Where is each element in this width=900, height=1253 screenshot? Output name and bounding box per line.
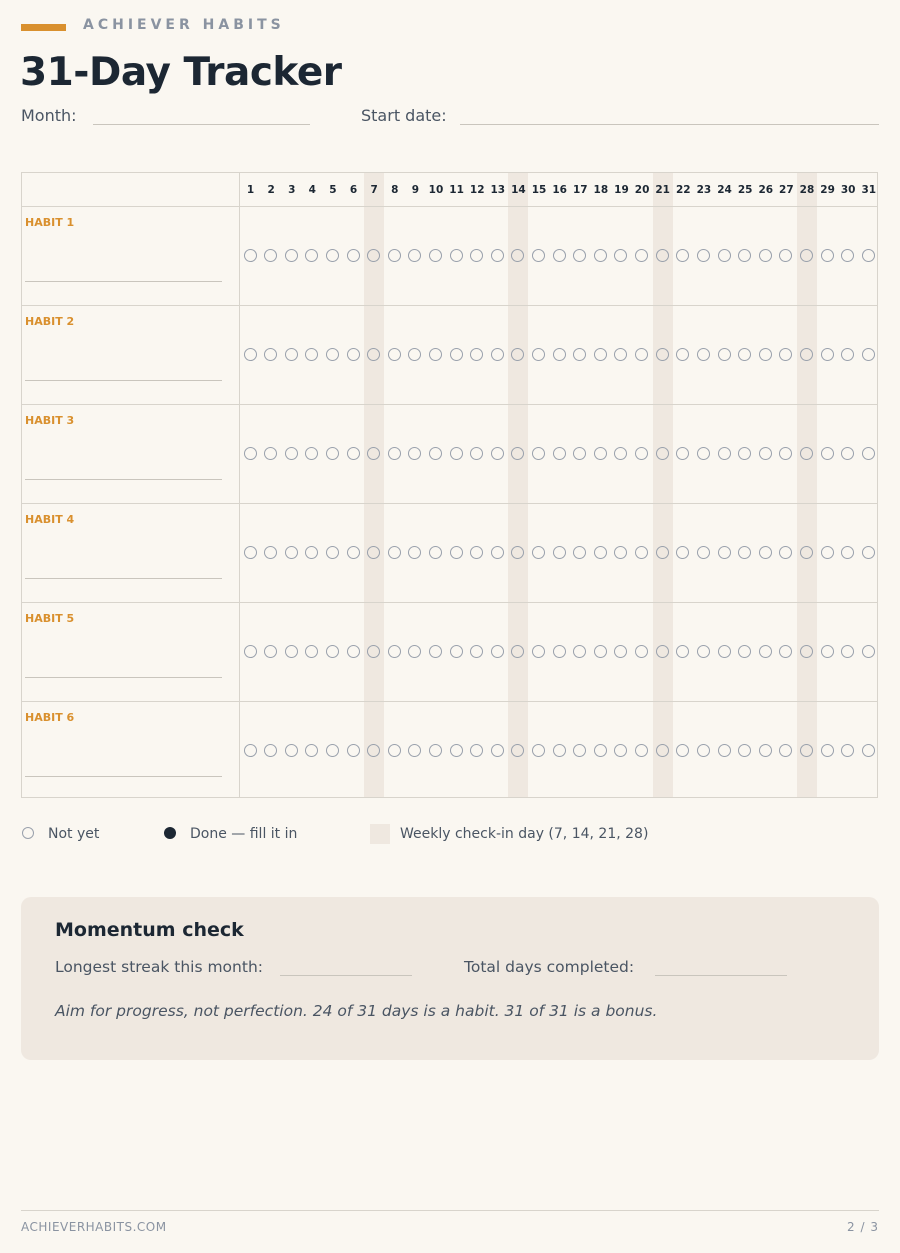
day-checkbox[interactable] xyxy=(800,744,813,757)
day-checkbox[interactable] xyxy=(697,447,710,460)
habit-label: HABIT 6 xyxy=(25,711,75,724)
day-checkbox[interactable] xyxy=(676,447,689,460)
day-checkbox[interactable] xyxy=(676,249,689,262)
day-checkbox[interactable] xyxy=(532,744,545,757)
day-checkbox[interactable] xyxy=(635,348,648,361)
day-checkbox[interactable] xyxy=(718,249,731,262)
day-checkbox[interactable] xyxy=(470,645,483,658)
day-checkbox[interactable] xyxy=(656,546,669,559)
day-checkbox[interactable] xyxy=(532,447,545,460)
start-date-label: Start date: xyxy=(361,106,447,125)
habit-label: HABIT 3 xyxy=(25,414,75,427)
day-number: 28 xyxy=(799,184,815,196)
day-number: 18 xyxy=(593,184,609,196)
day-checkbox[interactable] xyxy=(862,546,875,559)
day-checkbox[interactable] xyxy=(408,744,421,757)
day-checkbox[interactable] xyxy=(553,447,566,460)
day-number: 22 xyxy=(675,184,691,196)
day-checkbox[interactable] xyxy=(326,348,339,361)
day-checkbox[interactable] xyxy=(285,645,298,658)
day-number: 8 xyxy=(391,184,399,196)
day-number: 15 xyxy=(531,184,547,196)
day-checkbox[interactable] xyxy=(244,348,257,361)
day-checkbox[interactable] xyxy=(388,447,401,460)
day-checkbox[interactable] xyxy=(347,348,360,361)
day-checkbox[interactable] xyxy=(718,447,731,460)
habit-name-field[interactable] xyxy=(25,776,222,777)
day-checkbox[interactable] xyxy=(305,249,318,262)
day-checkbox[interactable] xyxy=(759,744,772,757)
day-checkbox[interactable] xyxy=(450,447,463,460)
total-days-label: Total days completed: xyxy=(464,958,635,976)
day-checkbox[interactable] xyxy=(305,447,318,460)
label-column-divider xyxy=(239,173,240,797)
day-checkbox[interactable] xyxy=(347,447,360,460)
habit-name-field[interactable] xyxy=(25,380,222,381)
day-checkbox[interactable] xyxy=(491,546,504,559)
day-checkbox[interactable] xyxy=(326,546,339,559)
day-checkbox[interactable] xyxy=(429,447,442,460)
day-number: 30 xyxy=(840,184,856,196)
day-checkbox[interactable] xyxy=(800,249,813,262)
day-number: 2 xyxy=(267,184,275,196)
day-checkbox[interactable] xyxy=(388,546,401,559)
day-checkbox[interactable] xyxy=(594,249,607,262)
row-divider xyxy=(22,404,877,405)
day-checkbox[interactable] xyxy=(759,348,772,361)
day-checkbox[interactable] xyxy=(408,447,421,460)
day-checkbox[interactable] xyxy=(573,447,586,460)
day-checkbox[interactable] xyxy=(347,645,360,658)
done-legend-icon xyxy=(164,827,176,839)
longest-streak-field[interactable] xyxy=(280,975,412,976)
day-checkbox[interactable] xyxy=(759,546,772,559)
month-label: Month: xyxy=(21,106,77,125)
momentum-panel xyxy=(21,897,879,1060)
day-number: 29 xyxy=(820,184,835,196)
day-checkbox[interactable] xyxy=(697,546,710,559)
habit-label: HABIT 1 xyxy=(25,216,75,229)
day-checkbox[interactable] xyxy=(429,249,442,262)
day-checkbox[interactable] xyxy=(450,744,463,757)
day-checkbox[interactable] xyxy=(491,447,504,460)
legend-done: Done — fill it in xyxy=(190,826,298,842)
row-divider xyxy=(22,206,877,207)
habit-label: HABIT 4 xyxy=(25,513,75,526)
day-checkbox[interactable] xyxy=(800,447,813,460)
day-checkbox[interactable] xyxy=(285,744,298,757)
day-checkbox[interactable] xyxy=(779,546,792,559)
brand-name: ACHIEVER HABITS xyxy=(83,17,285,33)
footer-site: ACHIEVERHABITS.COM xyxy=(21,1220,167,1234)
weekly-checkin-band xyxy=(364,173,384,797)
day-checkbox[interactable] xyxy=(841,546,854,559)
day-checkbox[interactable] xyxy=(738,546,751,559)
day-checkbox[interactable] xyxy=(779,744,792,757)
day-checkbox[interactable] xyxy=(862,744,875,757)
day-checkbox[interactable] xyxy=(429,546,442,559)
day-checkbox[interactable] xyxy=(635,744,648,757)
day-checkbox[interactable] xyxy=(429,645,442,658)
day-checkbox[interactable] xyxy=(429,744,442,757)
day-number: 24 xyxy=(717,184,732,196)
day-checkbox[interactable] xyxy=(326,249,339,262)
day-number: 31 xyxy=(861,184,877,196)
day-checkbox[interactable] xyxy=(264,348,277,361)
day-checkbox[interactable] xyxy=(553,546,566,559)
day-checkbox[interactable] xyxy=(676,546,689,559)
day-checkbox[interactable] xyxy=(491,645,504,658)
habit-name-field[interactable] xyxy=(25,578,222,579)
day-checkbox[interactable] xyxy=(470,249,483,262)
day-checkbox[interactable] xyxy=(718,645,731,658)
day-number: 17 xyxy=(572,184,588,196)
day-checkbox[interactable] xyxy=(491,348,504,361)
day-checkbox[interactable] xyxy=(573,546,586,559)
day-checkbox[interactable] xyxy=(697,645,710,658)
weekly-legend-swatch xyxy=(370,824,390,844)
day-checkbox[interactable] xyxy=(821,249,834,262)
day-checkbox[interactable] xyxy=(594,744,607,757)
day-checkbox[interactable] xyxy=(305,546,318,559)
day-checkbox[interactable] xyxy=(470,447,483,460)
day-checkbox[interactable] xyxy=(470,348,483,361)
day-number: 5 xyxy=(329,184,337,196)
day-checkbox[interactable] xyxy=(491,744,504,757)
weekly-checkin-band xyxy=(797,173,817,797)
day-checkbox[interactable] xyxy=(285,546,298,559)
day-checkbox[interactable] xyxy=(450,249,463,262)
weekly-checkin-band xyxy=(508,173,528,797)
day-checkbox[interactable] xyxy=(800,645,813,658)
day-number: 25 xyxy=(737,184,753,196)
day-checkbox[interactable] xyxy=(841,447,854,460)
day-checkbox[interactable] xyxy=(388,348,401,361)
day-checkbox[interactable] xyxy=(676,645,689,658)
day-checkbox[interactable] xyxy=(532,249,545,262)
day-checkbox[interactable] xyxy=(553,645,566,658)
day-checkbox[interactable] xyxy=(779,447,792,460)
day-checkbox[interactable] xyxy=(862,348,875,361)
day-number: 23 xyxy=(696,184,712,196)
start-date-field[interactable] xyxy=(460,124,879,125)
day-checkbox[interactable] xyxy=(450,348,463,361)
day-checkbox[interactable] xyxy=(264,249,277,262)
day-checkbox[interactable] xyxy=(347,249,360,262)
page-number: 2 / 3 xyxy=(847,1220,879,1234)
day-number: 16 xyxy=(552,184,567,196)
day-number: 19 xyxy=(614,184,629,196)
day-checkbox[interactable] xyxy=(285,249,298,262)
day-checkbox[interactable] xyxy=(635,546,648,559)
day-checkbox[interactable] xyxy=(388,645,401,658)
longest-streak-label: Longest streak this month: xyxy=(55,958,263,976)
day-checkbox[interactable] xyxy=(656,645,669,658)
day-number: 10 xyxy=(428,184,444,196)
day-number: 20 xyxy=(634,184,650,196)
day-checkbox[interactable] xyxy=(676,348,689,361)
legend-not-yet: Not yet xyxy=(48,826,100,842)
day-checkbox[interactable] xyxy=(532,645,545,658)
day-checkbox[interactable] xyxy=(841,348,854,361)
day-checkbox[interactable] xyxy=(264,447,277,460)
day-checkbox[interactable] xyxy=(718,348,731,361)
day-number: 12 xyxy=(469,184,485,196)
day-checkbox[interactable] xyxy=(841,645,854,658)
day-checkbox[interactable] xyxy=(779,645,792,658)
day-checkbox[interactable] xyxy=(614,348,627,361)
day-checkbox[interactable] xyxy=(738,645,751,658)
row-divider xyxy=(22,305,877,306)
day-number: 26 xyxy=(758,184,774,196)
day-checkbox[interactable] xyxy=(697,348,710,361)
day-checkbox[interactable] xyxy=(244,447,257,460)
habit-name-field[interactable] xyxy=(25,677,222,678)
footer-divider xyxy=(21,1210,879,1211)
month-field[interactable] xyxy=(93,124,310,125)
day-checkbox[interactable] xyxy=(573,249,586,262)
day-checkbox[interactable] xyxy=(450,645,463,658)
day-checkbox[interactable] xyxy=(614,744,627,757)
habit-name-field[interactable] xyxy=(25,479,222,480)
day-checkbox[interactable] xyxy=(553,744,566,757)
day-checkbox[interactable] xyxy=(347,546,360,559)
day-checkbox[interactable] xyxy=(244,249,257,262)
day-checkbox[interactable] xyxy=(244,546,257,559)
day-checkbox[interactable] xyxy=(656,744,669,757)
day-checkbox[interactable] xyxy=(635,249,648,262)
day-checkbox[interactable] xyxy=(821,447,834,460)
day-number: 9 xyxy=(411,184,420,196)
day-number: 13 xyxy=(490,184,506,196)
day-checkbox[interactable] xyxy=(594,645,607,658)
day-checkbox[interactable] xyxy=(573,744,586,757)
day-checkbox[interactable] xyxy=(326,447,339,460)
day-checkbox[interactable] xyxy=(244,744,257,757)
day-checkbox[interactable] xyxy=(285,447,298,460)
day-number: 1 xyxy=(246,184,255,196)
day-checkbox[interactable] xyxy=(388,249,401,262)
day-checkbox[interactable] xyxy=(264,645,277,658)
day-checkbox[interactable] xyxy=(429,348,442,361)
row-divider xyxy=(22,602,877,603)
day-checkbox[interactable] xyxy=(305,645,318,658)
day-checkbox[interactable] xyxy=(697,249,710,262)
day-checkbox[interactable] xyxy=(862,447,875,460)
day-checkbox[interactable] xyxy=(738,744,751,757)
day-checkbox[interactable] xyxy=(573,348,586,361)
row-divider xyxy=(22,701,877,702)
day-checkbox[interactable] xyxy=(470,546,483,559)
day-checkbox[interactable] xyxy=(738,447,751,460)
day-checkbox[interactable] xyxy=(594,546,607,559)
day-checkbox[interactable] xyxy=(841,249,854,262)
day-checkbox[interactable] xyxy=(656,348,669,361)
day-checkbox[interactable] xyxy=(408,546,421,559)
day-checkbox[interactable] xyxy=(800,546,813,559)
day-checkbox[interactable] xyxy=(614,546,627,559)
day-checkbox[interactable] xyxy=(470,744,483,757)
day-checkbox[interactable] xyxy=(862,249,875,262)
day-checkbox[interactable] xyxy=(347,744,360,757)
habit-name-field[interactable] xyxy=(25,281,222,282)
day-checkbox[interactable] xyxy=(821,645,834,658)
day-checkbox[interactable] xyxy=(553,348,566,361)
day-checkbox[interactable] xyxy=(450,546,463,559)
day-checkbox[interactable] xyxy=(594,447,607,460)
habit-label: HABIT 5 xyxy=(25,612,75,625)
day-checkbox[interactable] xyxy=(759,447,772,460)
day-checkbox[interactable] xyxy=(532,546,545,559)
day-number: 11 xyxy=(449,184,464,196)
habit-label: HABIT 2 xyxy=(25,315,75,328)
day-checkbox[interactable] xyxy=(285,348,298,361)
weekly-checkin-band xyxy=(653,173,673,797)
day-checkbox[interactable] xyxy=(656,447,669,460)
day-checkbox[interactable] xyxy=(821,348,834,361)
brand-accent-bar xyxy=(21,24,66,31)
day-checkbox[interactable] xyxy=(594,348,607,361)
day-checkbox[interactable] xyxy=(264,744,277,757)
day-checkbox[interactable] xyxy=(305,348,318,361)
day-checkbox[interactable] xyxy=(635,447,648,460)
day-number: 3 xyxy=(288,184,296,196)
day-checkbox[interactable] xyxy=(491,249,504,262)
momentum-title: Momentum check xyxy=(55,919,244,941)
day-checkbox[interactable] xyxy=(841,744,854,757)
day-checkbox[interactable] xyxy=(821,744,834,757)
day-checkbox[interactable] xyxy=(656,249,669,262)
day-checkbox[interactable] xyxy=(779,249,792,262)
total-days-field[interactable] xyxy=(655,975,787,976)
day-checkbox[interactable] xyxy=(408,348,421,361)
day-checkbox[interactable] xyxy=(264,546,277,559)
day-checkbox[interactable] xyxy=(738,348,751,361)
day-checkbox[interactable] xyxy=(244,645,257,658)
day-checkbox[interactable] xyxy=(821,546,834,559)
day-checkbox[interactable] xyxy=(573,645,586,658)
day-checkbox[interactable] xyxy=(738,249,751,262)
day-checkbox[interactable] xyxy=(388,744,401,757)
day-checkbox[interactable] xyxy=(676,744,689,757)
day-number: 27 xyxy=(779,184,794,196)
momentum-quote: Aim for progress, not perfection. 24 of 31 days is a habit. 31 of 31 is a bonus. xyxy=(55,1002,658,1020)
day-checkbox[interactable] xyxy=(553,249,566,262)
page-title: 31-Day Tracker xyxy=(20,50,342,95)
day-checkbox[interactable] xyxy=(697,744,710,757)
day-checkbox[interactable] xyxy=(800,348,813,361)
not-yet-legend-icon xyxy=(22,827,34,839)
day-checkbox[interactable] xyxy=(408,645,421,658)
day-number: 21 xyxy=(655,184,670,196)
day-checkbox[interactable] xyxy=(614,645,627,658)
day-checkbox[interactable] xyxy=(718,744,731,757)
day-checkbox[interactable] xyxy=(326,744,339,757)
day-number: 6 xyxy=(349,184,358,196)
day-checkbox[interactable] xyxy=(718,546,731,559)
day-checkbox[interactable] xyxy=(635,645,648,658)
day-checkbox[interactable] xyxy=(759,249,772,262)
day-checkbox[interactable] xyxy=(326,645,339,658)
day-checkbox[interactable] xyxy=(759,645,772,658)
day-checkbox[interactable] xyxy=(779,348,792,361)
day-checkbox[interactable] xyxy=(408,249,421,262)
day-checkbox[interactable] xyxy=(614,447,627,460)
habit-tracker-grid xyxy=(21,172,878,798)
day-number: 4 xyxy=(308,184,316,196)
day-checkbox[interactable] xyxy=(532,348,545,361)
day-checkbox[interactable] xyxy=(862,645,875,658)
row-divider xyxy=(22,503,877,504)
day-number: 7 xyxy=(370,184,378,196)
day-checkbox[interactable] xyxy=(305,744,318,757)
legend-weekly: Weekly check-in day (7, 14, 21, 28) xyxy=(400,826,649,842)
day-number: 14 xyxy=(511,184,526,196)
day-checkbox[interactable] xyxy=(614,249,627,262)
